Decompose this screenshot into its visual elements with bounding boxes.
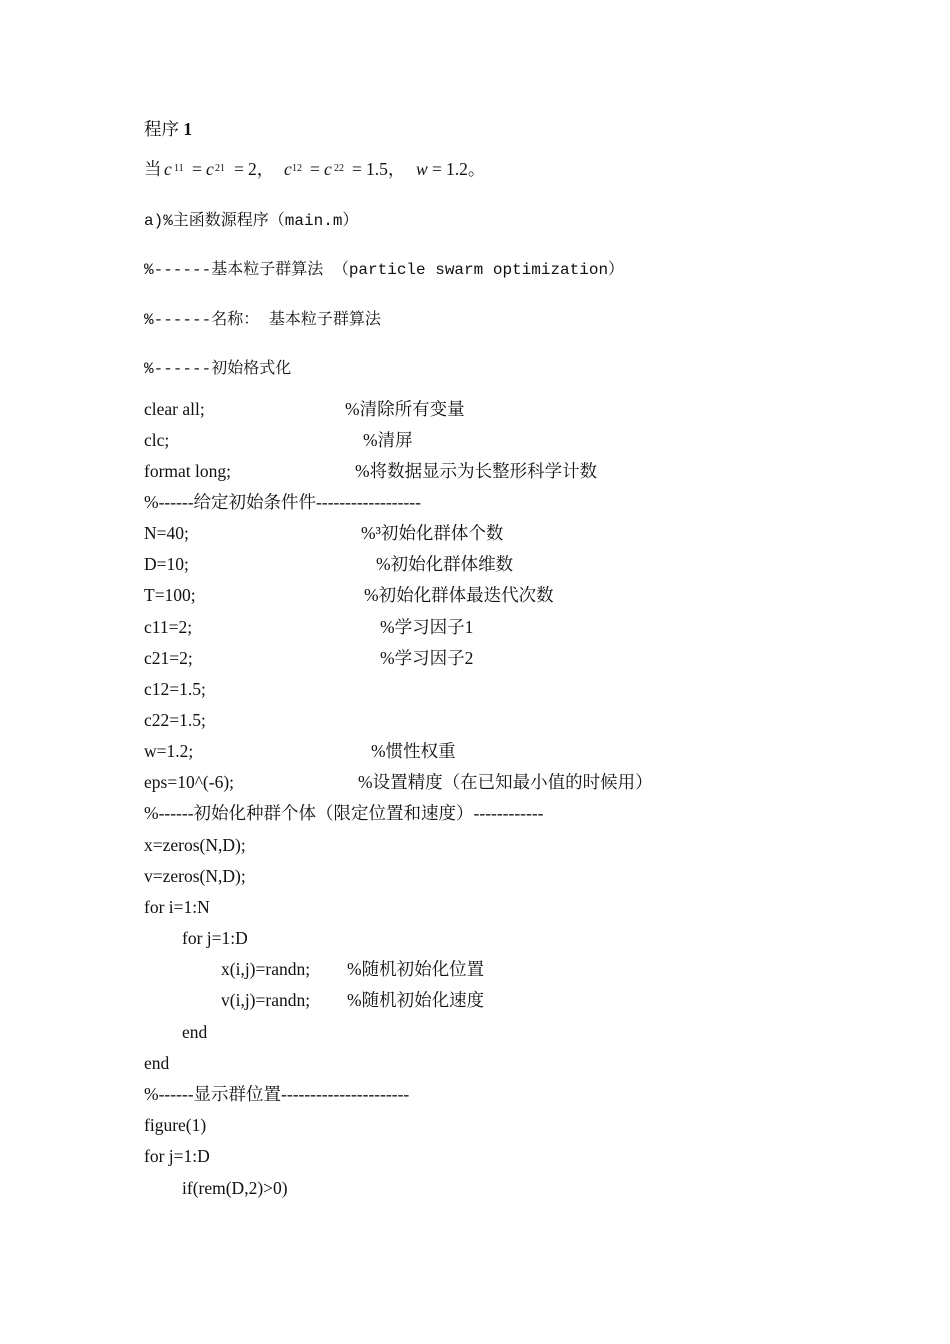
code-line: %------给定初始条件件------------------ (144, 492, 421, 512)
code-line: if(rem(D,2)>0) (182, 1178, 288, 1198)
code-line: x(i,j)=randn; (221, 959, 311, 979)
code-comment: %惯性权重 (371, 741, 456, 761)
code-line: %------显示群位置---------------------- (144, 1084, 410, 1104)
code-line: v=zeros(N,D); (144, 866, 246, 886)
code-line: N=40; (144, 523, 189, 543)
code-line: for i=1:N (144, 897, 210, 917)
code-comment: %学习因子1 (380, 617, 474, 637)
intro-line: %------初始格式化 (144, 360, 292, 378)
intro-line: a)%主函数源程序（main.m） (144, 212, 359, 230)
code-line: end (182, 1022, 208, 1042)
code-comment: %清除所有变量 (345, 399, 465, 419)
code-comment: %设置精度（在已知最小值的时候用） (358, 772, 653, 792)
code-line: x=zeros(N,D); (144, 835, 246, 855)
code-line: for j=1:D (144, 1146, 210, 1166)
code-line: D=10; (144, 554, 189, 574)
program-heading: 程序 1 (144, 119, 193, 139)
code-comment: %初始化群体维数 (376, 554, 514, 574)
intro-line: %------基本粒子群算法 （particle swarm optimization） (144, 261, 625, 279)
code-line: T=100; (144, 585, 196, 605)
code-comment: %随机初始化位置 (347, 959, 485, 979)
code-line: figure(1) (144, 1115, 207, 1135)
code-line: for j=1:D (182, 928, 248, 948)
code-comment: %³初始化群体个数 (361, 523, 504, 543)
code-line: v(i,j)=randn; (221, 990, 311, 1010)
code-comment: %清屏 (363, 430, 413, 450)
code-comment: %学习因子2 (380, 648, 474, 668)
code-line: w=1.2; (144, 741, 194, 761)
code-line: c12=1.5; (144, 679, 206, 699)
code-line: clc; (144, 430, 170, 450)
code-comment: %随机初始化速度 (347, 990, 485, 1010)
code-line: c21=2; (144, 648, 193, 668)
intro-line: %------名称： 基本粒子群算法 (144, 311, 381, 329)
code-line: clear all; (144, 399, 205, 419)
code-line: c11=2; (144, 617, 193, 637)
code-line: format long; (144, 461, 231, 481)
code-line: eps=10^(-6); (144, 772, 235, 792)
code-line: end (144, 1053, 170, 1073)
code-comment: %初始化群体最迭代次数 (364, 585, 554, 605)
document-page: 程序 1 当 c 11 = c 21 = 2， c 12 = c 22 = 1.5， w = 1.2。 a)%主函数源程序（main.m） %------基本粒子群算法 （particle swarm optimization） %------名称： 基本粒子群算法 %------初始格式化 clear all; %清除所有变量 clc; %清屏 format long; %将数据显示为长整形科学计数 %------给定初始条件件------------------ N=40; %³初始化群体个数 D=10; %初始化群体维数 T=100; %初始化群体最迭代次数 c11=2; %学习因子1 c21=2; %学习因子2 c12=1.5; c22=1.5; w=1.2; %惯性权重 eps=10^(-6); %设置精度（在已知最小值的时候用） %------初始化种群个体（限定位置和速度）------------ x=zeros(N,D); v=zeros(N,D); for i=1:N for j=1:D x(i,j)=randn; %随机初始化位置 v(i,j)=randn; %随机初始化速度 end end %------显示群位置---------------------- figure(1) for j=1:D if(rem(D,2)>0) (144, 119, 653, 1198)
code-line: %------初始化种群个体（限定位置和速度）------------ (144, 803, 544, 823)
code-line: c22=1.5; (144, 710, 206, 730)
code-comment: %将数据显示为长整形科学计数 (355, 461, 598, 481)
